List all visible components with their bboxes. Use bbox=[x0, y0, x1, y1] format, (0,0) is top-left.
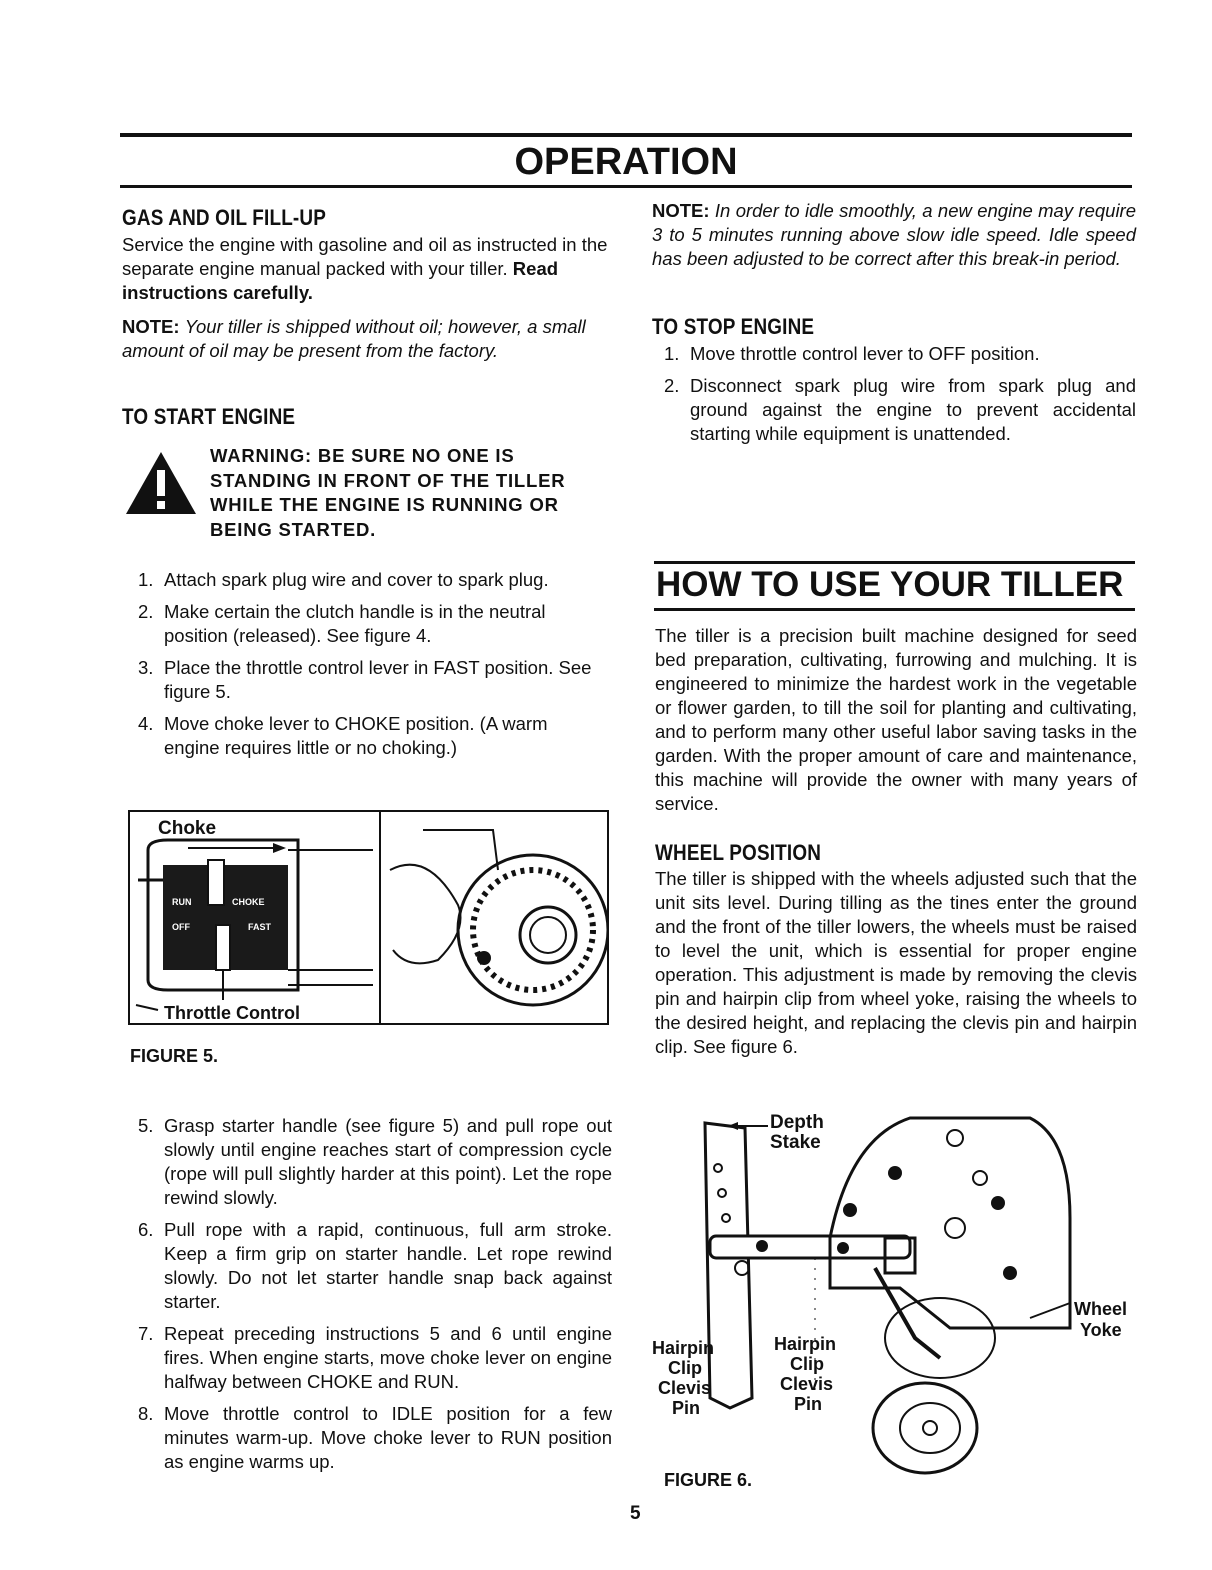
right-hairpin-label: Hairpin bbox=[774, 1334, 837, 1354]
list-item: 2. Disconnect spark plug wire from spark plug and ground against the engine to prevent accidental starting while equipment is unattended. bbox=[664, 375, 1136, 444]
how-to-use-title: HOW TO USE YOUR TILLER bbox=[656, 565, 1124, 604]
page-title: OPERATION bbox=[514, 141, 738, 183]
list-item: 4. Move choke lever to CHOKE position. (A warm engine requires little or no choking.) bbox=[138, 713, 548, 758]
warning-triangle-icon bbox=[124, 450, 198, 516]
stake-label: Stake bbox=[770, 1132, 821, 1153]
how-to-bottom-rule bbox=[654, 608, 1135, 611]
list-item: 8. Move throttle control to IDLE position for a few minutes warm-up. Move choke lever to RUN position as engine warms up. bbox=[138, 1403, 612, 1472]
panel-run-label: RUN bbox=[172, 897, 192, 907]
yoke-label: Yoke bbox=[1080, 1320, 1122, 1340]
figure-6-illustration bbox=[650, 1098, 1140, 1476]
left-clip-label: Clip bbox=[668, 1358, 702, 1378]
wheel-position-section bbox=[655, 840, 1137, 1059]
page-number: 5 bbox=[630, 1503, 641, 1524]
start-engine-section bbox=[122, 404, 608, 542]
warning-text: WARNING: BE SURE NO ONE IS STANDING IN FRONT OF THE TILLER WHILE THE ENGINE IS RUNNING OR BEING STARTED. bbox=[210, 445, 566, 540]
wheel-position-text: The tiller is shipped with the wheels adjusted such that the unit sits level. During tilling as the tines enter the ground and the front of the tiller lowers, the wheels must be raised to level the unit, which is essential for proper engine operation. This adjustment is made by removing the clevis pin and hairpin clip from wheel yoke, raising the wheels to the desired height, and replacing the clevis pin and hairpin clip. See figure 6. bbox=[655, 868, 1137, 1057]
list-item: 3. Place the throttle control lever in FAST position. See figure 5. bbox=[138, 657, 592, 702]
right-pin-label: Pin bbox=[794, 1394, 823, 1414]
start-steps-5-8 bbox=[122, 1114, 612, 1482]
list-item: 1. Attach spark plug wire and cover to spark plug. bbox=[138, 569, 549, 590]
list-item: 5. Grasp starter handle (see figure 5) and pull rope out slowly until engine reaches start of compression cycle (rope will pull slightly harder at this point). Let the rope rewind slowly. bbox=[138, 1115, 612, 1208]
idle-note: NOTE: In order to idle smoothly, a new engine may require 3 to 5 minutes running above slow idle speed. Idle speed has been adjusted to be correct after this break-in period. bbox=[652, 200, 1137, 269]
start-steps-1-4 bbox=[122, 568, 608, 768]
figure-5-illustration bbox=[128, 810, 609, 1025]
left-clevis-label: Clevis bbox=[658, 1378, 712, 1398]
stop-steps bbox=[652, 342, 1136, 446]
gas-oil-note: NOTE: Your tiller is shipped without oil; however, a small amount of oil may be present from the factory. bbox=[122, 316, 586, 361]
list-item: 6. Pull rope with a rapid, continuous, full arm stroke. Keep a firm grip on starter handle. Let rope rewind slowly. Do not let starter handle snap back against starter. bbox=[138, 1219, 612, 1312]
wheel-position-heading: WHEEL POSITION bbox=[655, 840, 822, 865]
panel-choke-label: CHOKE bbox=[232, 897, 265, 907]
stop-engine-section bbox=[652, 314, 1136, 454]
gas-oil-text: Service the engine with gasoline and oil as instructed in the separate engine manual packed with your tiller. Read instructions carefully. bbox=[122, 234, 608, 303]
left-hairpin-label: Hairpin bbox=[652, 1338, 715, 1358]
title-underline bbox=[120, 185, 1132, 188]
figure-5 bbox=[128, 810, 609, 1025]
panel-off-label: OFF bbox=[172, 922, 190, 932]
panel-fast-label: FAST bbox=[248, 922, 272, 932]
left-pin-label: Pin bbox=[672, 1398, 701, 1418]
stop-engine-heading: TO STOP ENGINE bbox=[652, 314, 815, 339]
warning-block bbox=[122, 444, 608, 542]
how-to-use-text: The tiller is a precision built machine designed for seed bed preparation, cultivating, furrowing and mulching. It is engineered to minimize the hardest work in the vegetable or flower garden, to till the soil for planting and cultivating, and to perform many other useful labor saving tasks in the garden. With the proper amount of care and maintenance, this machine will provide the owner with many years of service. bbox=[655, 625, 1137, 814]
gas-oil-heading: GAS AND OIL FILL-UP bbox=[122, 205, 327, 230]
choke-label: Choke bbox=[158, 818, 217, 839]
depth-label: Depth bbox=[770, 1112, 824, 1133]
wheel-label: Wheel bbox=[1074, 1299, 1128, 1319]
start-engine-heading: TO START ENGINE bbox=[122, 404, 296, 429]
figure-5-caption: FIGURE 5. bbox=[130, 1046, 219, 1066]
top-rule bbox=[120, 133, 1132, 137]
list-item: 7. Repeat preceding instructions 5 and 6 until engine fires. When engine starts, move choke lever on engine halfway between CHOKE and RUN. bbox=[138, 1323, 612, 1392]
throttle-control-label: Throttle Control bbox=[164, 1003, 300, 1023]
figure-6-caption: FIGURE 6. bbox=[664, 1470, 753, 1490]
list-item: 1. Move throttle control lever to OFF position. bbox=[664, 343, 1040, 364]
left-column bbox=[122, 205, 608, 363]
right-clip-label: Clip bbox=[790, 1354, 824, 1374]
right-clevis-label: Clevis bbox=[780, 1374, 834, 1394]
read-instructions: Read instructions carefully. bbox=[122, 258, 559, 303]
figure-6 bbox=[650, 1098, 1140, 1476]
how-to-use-section bbox=[655, 624, 1137, 816]
list-item: 2. Make certain the clutch handle is in the neutral position (released). See figure 4. bbox=[138, 601, 546, 646]
